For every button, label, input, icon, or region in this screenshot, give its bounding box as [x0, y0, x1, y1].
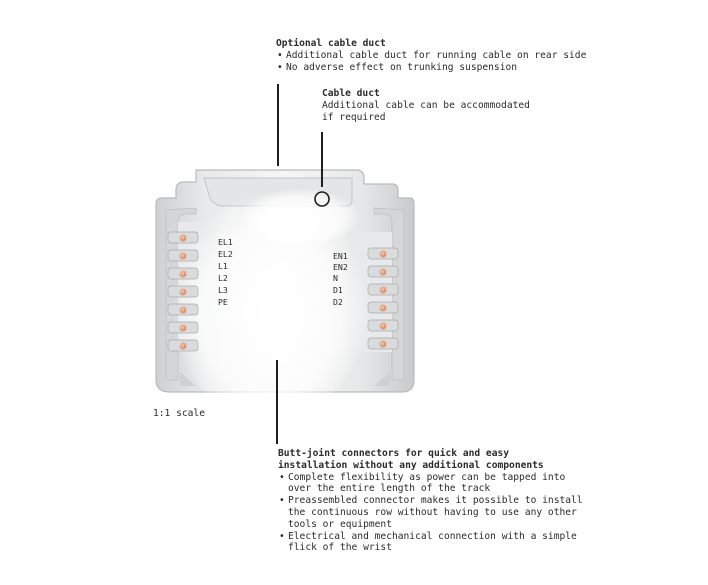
- cable-duct-leader-line: [321, 132, 323, 187]
- callout-item-line: the continuous row without having to use any other: [288, 506, 577, 518]
- callout-text-line: Additional cable can be accommodated: [322, 99, 530, 111]
- contact-dot: [180, 235, 187, 242]
- contact-dot: [380, 305, 387, 312]
- callout-list: [278, 472, 583, 555]
- contact-dot: [380, 323, 387, 330]
- callout-item: [278, 472, 583, 496]
- contact-dot: [180, 325, 187, 332]
- callout-text-line: if required: [322, 111, 386, 123]
- callout-title-line: Butt-joint connectors for quick and easy: [278, 448, 510, 459]
- contact-dot: [180, 271, 187, 278]
- left-contact-rails: [168, 232, 198, 351]
- terminal-label: L1: [218, 261, 228, 271]
- terminal-label: D2: [333, 297, 343, 307]
- callout-title-line: installation without any additional components: [278, 459, 544, 471]
- terminal-label: D1: [333, 285, 343, 295]
- terminal-label: EN2: [333, 262, 348, 272]
- callout-item-line: flick of the wrist: [288, 542, 392, 554]
- terminal-label: N: [333, 273, 338, 283]
- callout-title: Cable duct: [322, 88, 380, 99]
- callout-item-line: tools or equipment: [288, 518, 392, 530]
- contact-dot: [380, 287, 387, 294]
- terminal-label: PE: [218, 297, 228, 307]
- callout-list: [276, 50, 586, 74]
- optional-cable-duct-callout: [276, 38, 586, 73]
- contact-dot: [180, 307, 187, 314]
- optional-duct-leader-line: [277, 84, 279, 166]
- callout-item: • Additional cable duct for running cable on rear side: [276, 50, 586, 62]
- terminal-label: L2: [218, 273, 228, 283]
- callout-item: [278, 495, 583, 530]
- callout-title: Optional cable duct: [276, 38, 386, 49]
- contact-dot: [180, 343, 187, 350]
- terminal-label: L3: [218, 285, 228, 295]
- contact-dot: [180, 253, 187, 260]
- callout-item: [278, 531, 583, 555]
- terminal-label: EL1: [218, 237, 233, 247]
- contact-dot: [180, 289, 187, 296]
- callout-item-line: • Complete flexibility as power can be tapped into: [288, 471, 566, 483]
- callout-item-line: over the entire length of the track: [288, 483, 491, 495]
- callout-item-line: • Preassembled connector makes it possible to install: [288, 495, 583, 507]
- butt-joint-connectors-callout: [278, 448, 583, 554]
- callout-item-line: • Electrical and mechanical connection with a simple: [288, 530, 577, 542]
- callout-item: • No adverse effect on trunking suspension: [276, 62, 586, 74]
- contact-dot: [380, 251, 387, 258]
- contact-dot: [380, 341, 387, 348]
- contact-dot: [380, 269, 387, 276]
- butt-joint-leader-line: [276, 360, 278, 444]
- cable-duct-callout: [322, 88, 530, 123]
- scale-label: 1:1 scale: [153, 408, 205, 419]
- terminal-label: EL2: [218, 249, 233, 259]
- terminal-label: EN1: [333, 251, 348, 261]
